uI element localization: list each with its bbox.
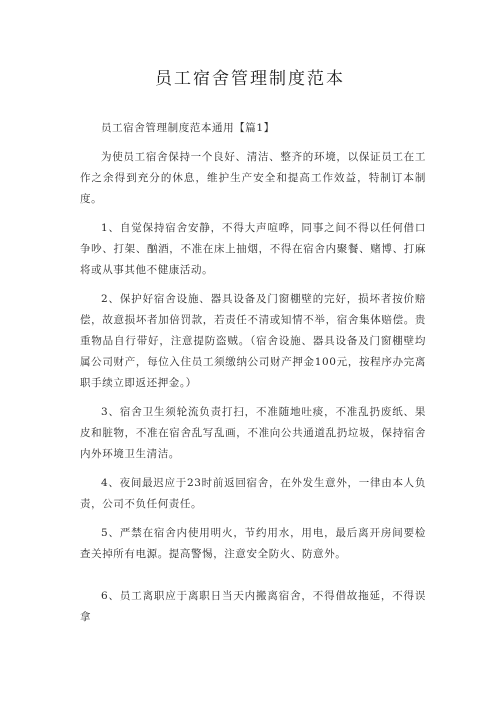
document-body <box>80 118 426 628</box>
document-title: 员工宿舍管理制度范本 <box>155 69 345 89</box>
rule-paragraph-5: 5、严禁在宿舍内使用明火，节约用水，用电，最后离开房间要检查关掉所有电源。提高警惕，注意安全防火、防意外。 <box>80 527 426 560</box>
rule-paragraph-2: 2、保护好宿舍设施、器具设备及门窗棚壁的完好，损坏者按价赔偿，故意损坏者加倍罚款，若责任不清或知情不举，宿舍集体赔偿。贵重物品自行带好，注意提防盗贼。（宿舍设施、器具设备及门窗棚壁均属公司财产，每位入住员工须缴纳公司财产押金100元，按程序办完离职手续立即返还押金。） <box>80 293 426 389</box>
intro-paragraph: 为使员工宿舍保持一个良好、清洁、整齐的环境，以保证员工在工作之余得到充分的休息，维护生产安全和提高工作效益，特制订本制度。 <box>80 151 426 205</box>
rule-paragraph-3: 3、宿舍卫生须轮流负责打扫，不准随地吐痰，不准乱扔废纸、果皮和脏物，不准在宿舍乱写乱画，不准向公共通道乱扔垃圾，保持宿舍内外环境卫生清洁。 <box>80 406 426 460</box>
rule-paragraph-4: 4、夜间最迟应于23时前返回宿舍，在外发生意外，一律由本人负责，公司不负任何责任。 <box>80 477 426 510</box>
rule-paragraph-6: 6、员工离职应于离职日当天内搬离宿舍，不得借故拖延，不得误拿 <box>80 590 426 623</box>
section-heading: 员工宿舍管理制度范本通用【篇1】 <box>101 122 275 134</box>
rule-paragraph-1: 1、自觉保持宿舍安静，不得大声喧哗，同事之间不得以任何借口争吵、打架、酗酒，不准在床上抽烟，不得在宿舍内聚餐、赌博、打麻将或从事其他不健康活动。 <box>80 222 426 276</box>
